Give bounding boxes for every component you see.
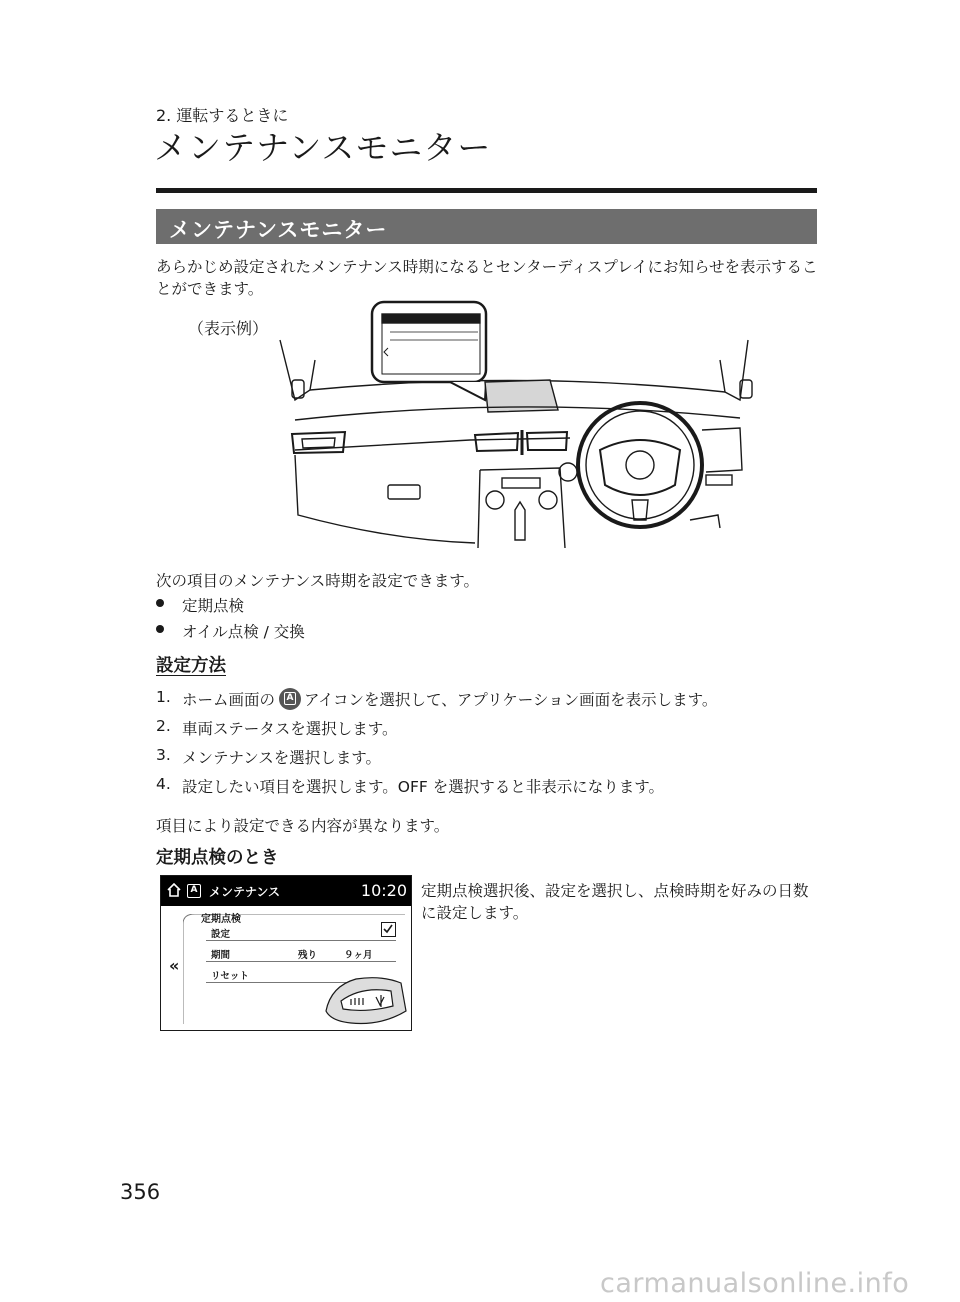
chapter-label: 2. 運転するときに <box>156 106 289 125</box>
step-item: 2. 車両ステータスを選択します。 <box>156 717 398 738</box>
item-list <box>156 594 305 646</box>
periodic-heading: 定期点検のとき <box>156 848 279 868</box>
row-reset[interactable]: リセット <box>206 964 396 983</box>
section-banner: メンテナンスモニター <box>156 209 817 244</box>
steering-wheel <box>578 403 702 527</box>
car-illustration-icon <box>321 971 411 1031</box>
list-item: 定期点検 <box>156 594 305 620</box>
maintenance-screen <box>160 875 412 1031</box>
steps-list <box>156 688 717 804</box>
page-number: 356 <box>120 1180 161 1204</box>
list-item: オイル点検 / 交換 <box>156 620 305 646</box>
step-note: 項目により設定できる内容が異なります。 <box>156 817 450 835</box>
example-label: （表示例） <box>188 319 269 338</box>
apps-icon: A <box>187 884 201 898</box>
screen-header-bar <box>161 876 411 906</box>
back-chevron-icon[interactable]: « <box>169 956 180 975</box>
watermark: carmanualsonline.info <box>600 1268 910 1299</box>
row-setting[interactable]: 設定 <box>206 922 396 941</box>
row-period[interactable]: 期間 残り ９ヶ月 <box>206 943 396 962</box>
screen-title: メンテナンス <box>209 885 281 899</box>
step-item: 4. 設定したい項目を選択します。OFF を選択すると非表示になります。 <box>156 775 664 796</box>
bullet-icon <box>156 625 164 633</box>
dashboard-illustration <box>270 300 770 548</box>
apps-icon: A <box>279 688 301 710</box>
title-rule <box>156 188 817 193</box>
intro-text: あらかじめ設定されたメンテナンス時期になるとセンターディスプレイにお知らせを表示することができます。 <box>156 258 818 298</box>
items-intro: 次の項目のメンテナンス時期を設定できます。 <box>156 572 480 590</box>
periodic-description: 定期点検選択後、設定を選択し、点検時期を好みの日数に設定します。 <box>421 882 809 922</box>
checkbox-checked-icon[interactable] <box>381 922 396 937</box>
home-icon <box>167 883 181 897</box>
bullet-icon <box>156 599 164 607</box>
clock: 10:20 <box>360 881 407 900</box>
step-item: 1. ホーム画面の A アイコンを選択して、アプリケーション画面を表示します。 <box>156 688 718 709</box>
method-heading: 設定方法 <box>156 656 226 676</box>
step-item: 3. メンテナンスを選択します。 <box>156 746 382 767</box>
page-title: メンテナンスモニター <box>154 128 492 167</box>
section-label: 定期点検 <box>201 914 241 925</box>
